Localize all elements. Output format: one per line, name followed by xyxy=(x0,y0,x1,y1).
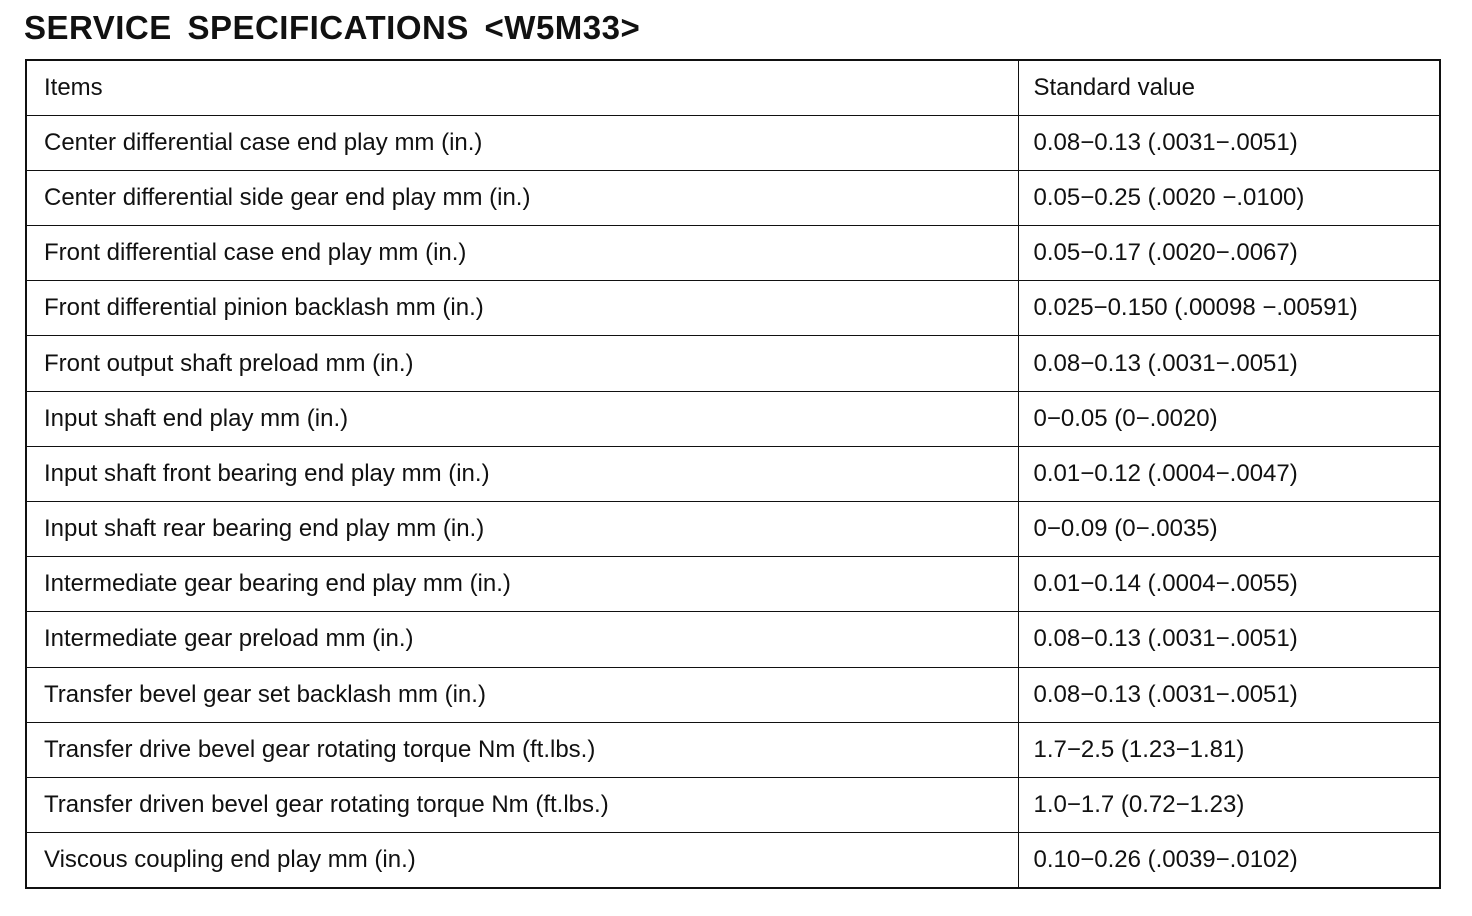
item-cell: Front differential pinion backlash mm (in.) xyxy=(26,281,1018,336)
item-cell: Front output shaft preload mm (in.) xyxy=(26,336,1018,391)
table-row xyxy=(26,557,1440,612)
item-cell: Input shaft end play mm (in.) xyxy=(26,391,1018,446)
item-cell: Transfer drive bevel gear rotating torque Nm (ft.lbs.) xyxy=(26,722,1018,777)
table-row xyxy=(26,833,1440,888)
item-cell: Transfer driven bevel gear rotating torque Nm (ft.lbs.) xyxy=(26,777,1018,832)
table-row xyxy=(26,281,1440,336)
standard-value-cell: 0.08−0.13 (.0031−.0051) xyxy=(1018,115,1440,170)
standard-value-cell: 0−0.09 (0−.0035) xyxy=(1018,502,1440,557)
standard-value-cell: 1.7−2.5 (1.23−1.81) xyxy=(1018,722,1440,777)
item-cell: Center differential case end play mm (in.) xyxy=(26,115,1018,170)
page-title: SERVICE SPECIFICATIONS <W5M33> xyxy=(24,9,641,46)
table-body xyxy=(26,60,1440,888)
table-row xyxy=(26,502,1440,557)
standard-value-cell: 0−0.05 (0−.0020) xyxy=(1018,391,1440,446)
standard-value-cell: 0.08−0.13 (.0031−.0051) xyxy=(1018,667,1440,722)
table-row xyxy=(26,777,1440,832)
table-row xyxy=(26,170,1440,225)
standard-value-cell: 1.0−1.7 (0.72−1.23) xyxy=(1018,777,1440,832)
standard-value-cell: 0.01−0.14 (.0004−.0055) xyxy=(1018,557,1440,612)
standard-value-cell: 0.01−0.12 (.0004−.0047) xyxy=(1018,446,1440,501)
standard-value-cell: 0.025−0.150 (.00098 −.00591) xyxy=(1018,281,1440,336)
column-header-standard-value: Standard value xyxy=(1018,60,1440,115)
standard-value-cell: 0.08−0.13 (.0031−.0051) xyxy=(1018,336,1440,391)
column-header-items: Items xyxy=(26,60,1018,115)
item-cell: Transfer bevel gear set backlash mm (in.) xyxy=(26,667,1018,722)
service-specifications-table xyxy=(25,59,1441,889)
table-row xyxy=(26,667,1440,722)
standard-value-cell: 0.10−0.26 (.0039−.0102) xyxy=(1018,833,1440,888)
table-row xyxy=(26,391,1440,446)
standard-value-cell: 0.05−0.17 (.0020−.0067) xyxy=(1018,226,1440,281)
item-cell: Intermediate gear bearing end play mm (in.) xyxy=(26,557,1018,612)
table-row xyxy=(26,612,1440,667)
item-cell: Input shaft rear bearing end play mm (in.) xyxy=(26,502,1018,557)
item-cell: Center differential side gear end play mm (in.) xyxy=(26,170,1018,225)
item-cell: Front differential case end play mm (in.) xyxy=(26,226,1018,281)
table-row xyxy=(26,226,1440,281)
standard-value-cell: 0.05−0.25 (.0020 −.0100) xyxy=(1018,170,1440,225)
item-cell: Viscous coupling end play mm (in.) xyxy=(26,833,1018,888)
item-cell: Intermediate gear preload mm (in.) xyxy=(26,612,1018,667)
standard-value-cell: 0.08−0.13 (.0031−.0051) xyxy=(1018,612,1440,667)
table-row xyxy=(26,115,1440,170)
table-header-row xyxy=(26,60,1440,115)
table-row xyxy=(26,446,1440,501)
table-row xyxy=(26,722,1440,777)
item-cell: Input shaft front bearing end play mm (in.) xyxy=(26,446,1018,501)
table-row xyxy=(26,336,1440,391)
